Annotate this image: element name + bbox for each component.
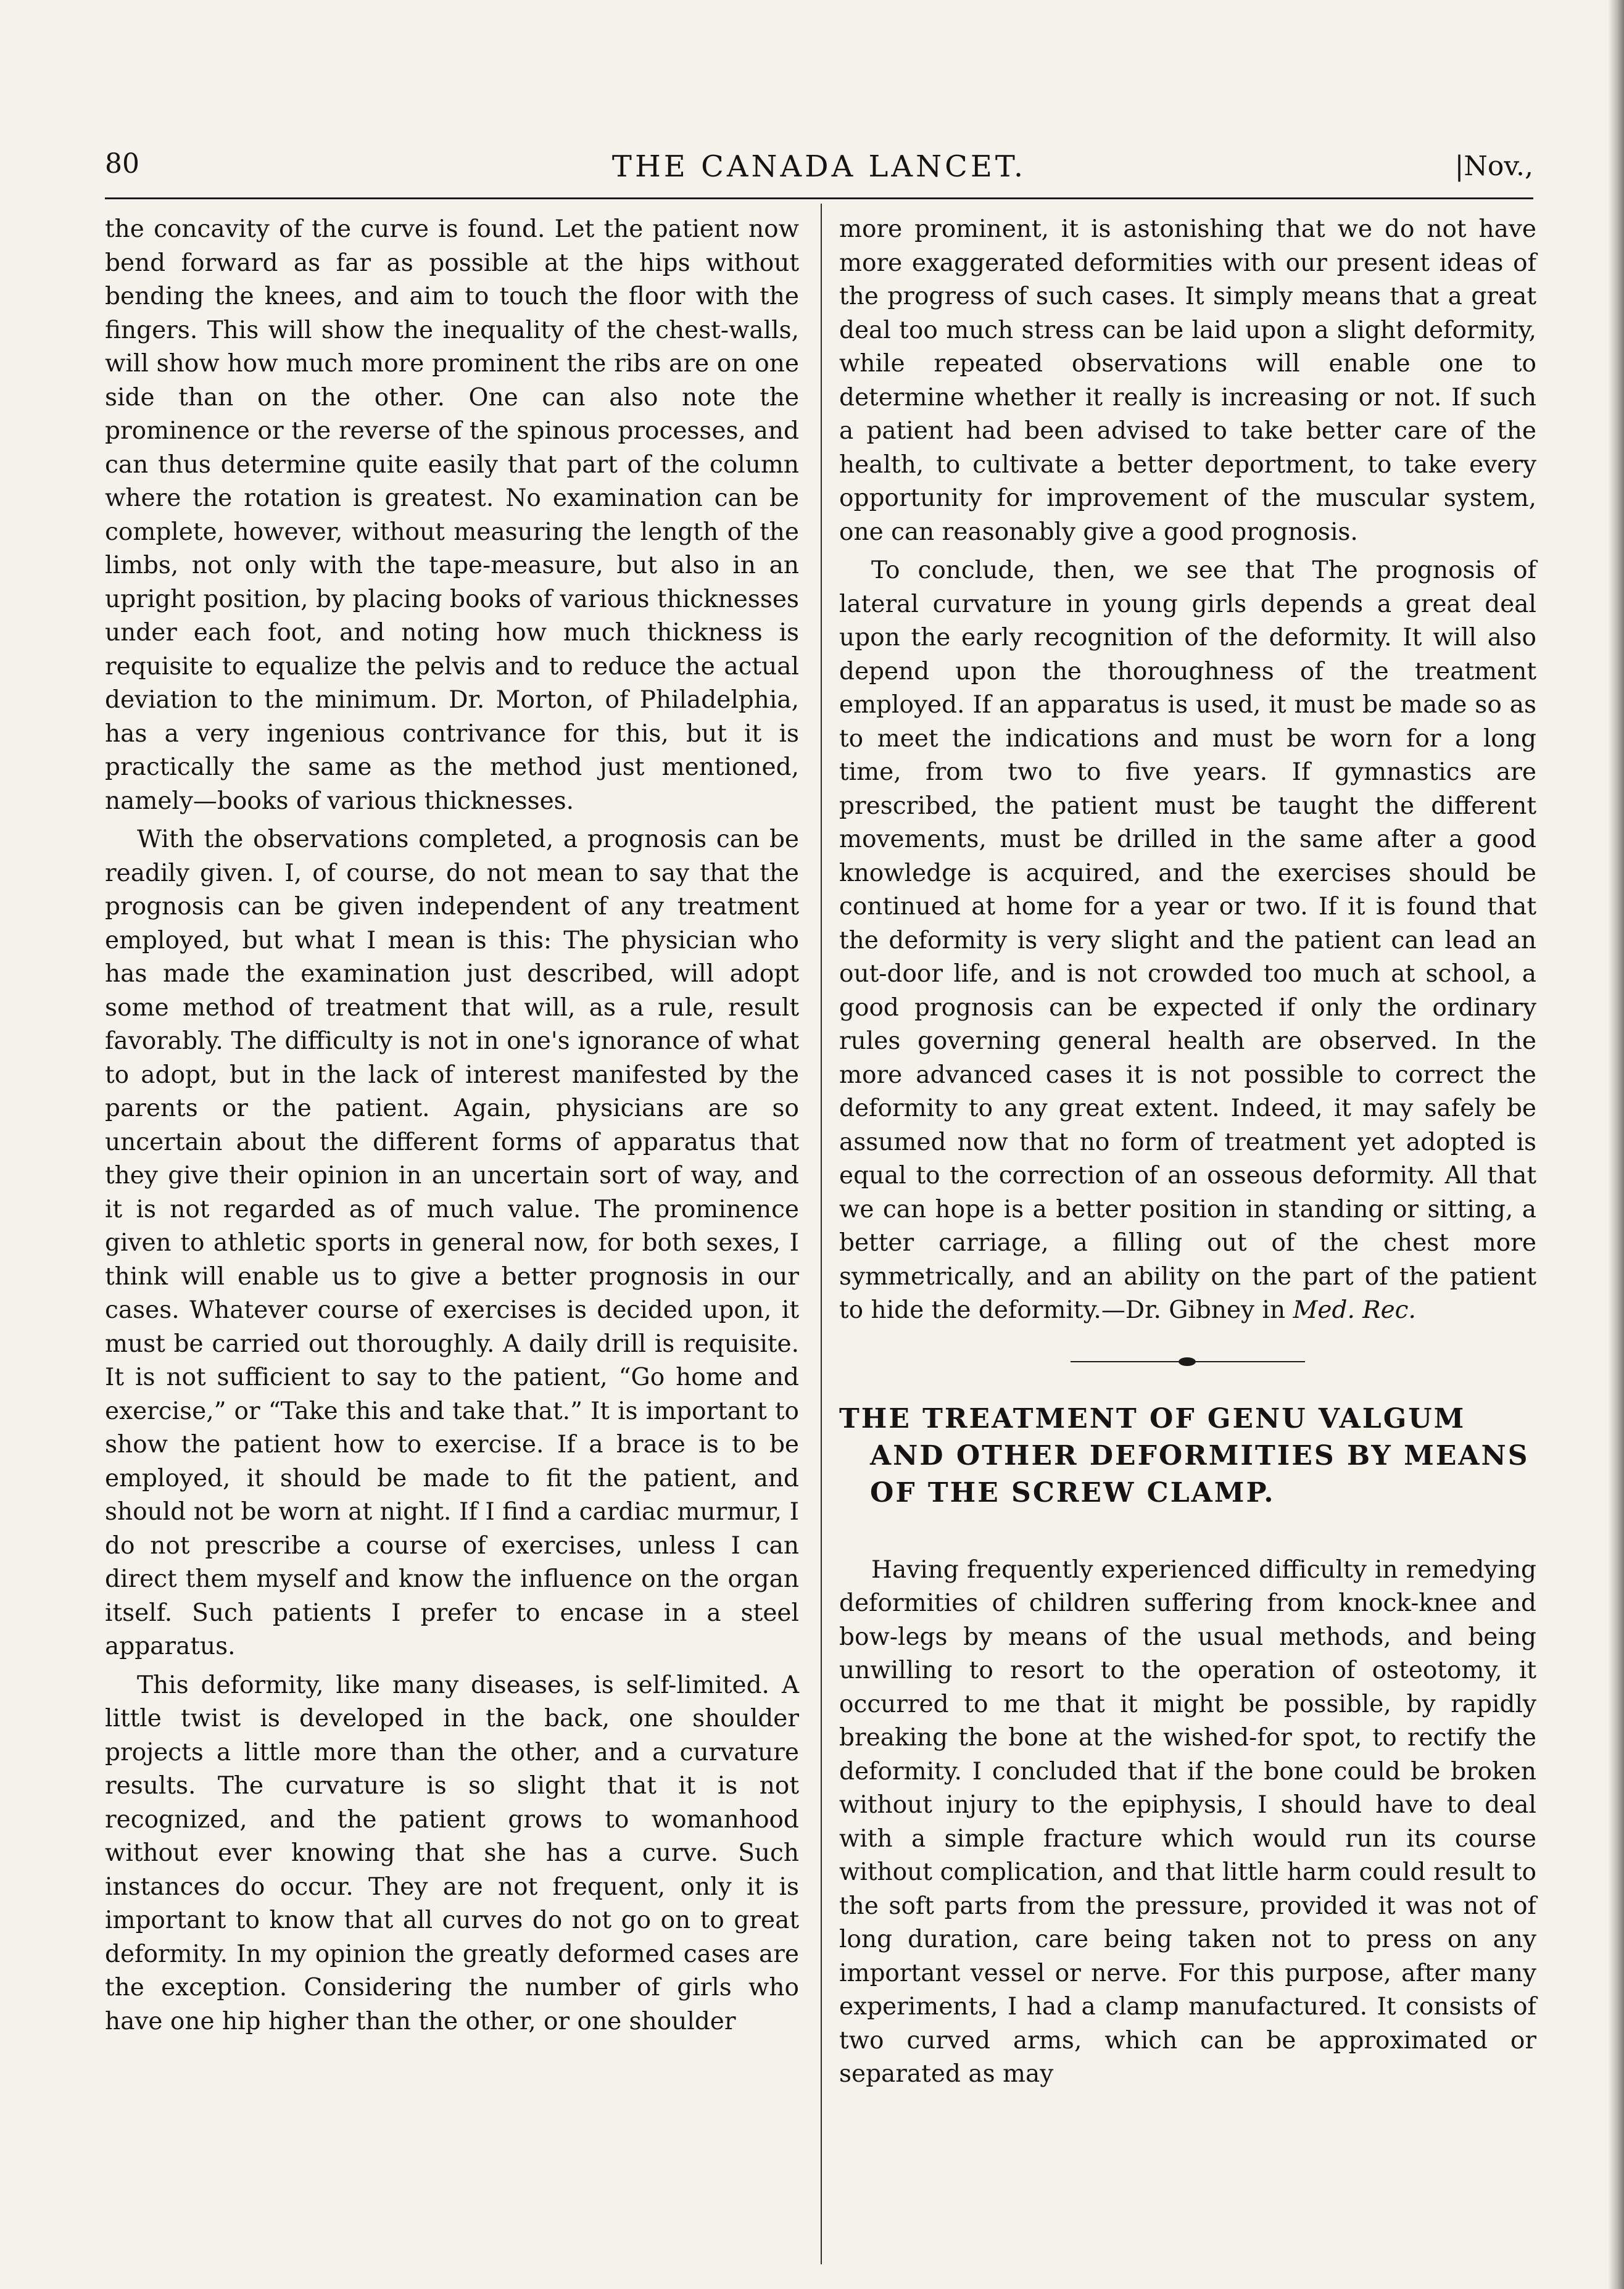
article-title-line: THE TREATMENT OF GENU VALGUM bbox=[839, 1402, 1466, 1434]
issue-month: |Nov., bbox=[1454, 151, 1533, 182]
citation: Med. Rec. bbox=[1293, 1296, 1416, 1324]
paragraph: more prominent, it is astonishing that we do not have more exaggerated deformities with our present ideas of the progress of such cases. It simply means that a great deal too much stress can be laid upon a slight deformity, while repeated observations will enable one to determine whether it really is increasing or not. If such a patient had been advised to take better care of the health, to cultivate a better deportment, to take every opportunity for improvement of the muscular system, one can reasonably give a good prognosis. bbox=[839, 215, 1536, 546]
paragraph bbox=[839, 554, 1536, 1328]
paragraph-text: To conclude, then, we see that The prognosis of lateral curvature in young girls depends a great deal upon the early recognition of the deformity. It will also depend upon the thoroughness of the treatment employed. If an apparatus is used, it must be made so as to meet the indications and must be worn for a long time, from two to five years. If gymnastics are prescribed, the patient must be taught the different movements, must be drilled in the same after a good knowledge is acquired, and the exercises should be continued at home for a year or two. If it is found that the deformity is very slight and the patient can lead an out-door life, and is not crowded too much at school, a good prognosis can be expected if only the ordinary rules governing general health are observed. In the more advanced cases it is not possible to correct the deformity to any great extent. Indeed, it may safely be assumed now that no form of treatment yet adopted is equal to the correction of an osseous deformity. All that we can hope is a better position in standing or sitting, a better carriage, a filling out of the chest more symmetrically, and an ability on the part of the patient to hide the deformity.—Dr. Gibney in bbox=[839, 557, 1536, 1324]
article-title-line: AND OTHER DEFORMITIES BY MEANS bbox=[870, 1439, 1530, 1472]
column-divider bbox=[821, 204, 822, 2264]
header-rule bbox=[105, 197, 1533, 199]
section-ornament bbox=[1071, 1357, 1305, 1366]
page-number: 80 bbox=[105, 148, 139, 180]
article-body bbox=[839, 1554, 1536, 2092]
paragraph: the concavity of the curve is found. Let the patient now bend forward as far as possible at the hips without bending the knees, and aim to touch the floor with the fingers. This will show the inequality of the chest-walls, will show how much more prominent the ribs are on one side than on the other. One can also note the prominence or the reverse of the spinous processes, and can thus determine quite easily that part of the column where the rotation is greatest. No examination can be complete, however, without measuring the length of the limbs, not only with the tape-measure, but also in an upright position, by placing books of various thicknesses under each foot, and noting how much thickness is requisite to equalize the pelvis and to reduce the actual deviation to the minimum. Dr. Morton, of Philadelphia, has a very ingenious contrivance for this, but it is practically the same as the method just mentioned, namely—books of various thicknesses. bbox=[105, 215, 799, 815]
right-column bbox=[839, 213, 1536, 2092]
paragraph: This deformity, like many diseases, is self-limited. A little twist is developed in the back, one shoulder projects a little more than the other, and a curvature results. The curvature is so slight that it is not recognized, and the patient grows to womanhood without ever knowing that she has a curve. Such instances do occur. They are not frequent, only it is important to know that all curves do not go on to great deformity. In my opinion the greatly deformed cases are the exception. Considering the number of girls who have one hip higher than the other, or one shoulder bbox=[105, 1671, 799, 2035]
running-header bbox=[105, 148, 1533, 191]
article-title bbox=[839, 1401, 1536, 1512]
paragraph: With the observations completed, a prognosis can be readily given. I, of course, do not mean to say that the prognosis can be given independent of any treatment employed, but what I mean is this: The physician who has made the examination just described, will adopt some method of treatment that will, as a rule, result favorably. The difficulty is not in one's ignorance of what to adopt, but in the lack of interest manifested by the parents or the patient. Again, physicians are so uncertain about the different forms of apparatus that they give their opinion in an uncertain sort of way, and it is not regarded as of much value. The prominence given to athletic sports in general now, for both sexes, I think will enable us to give a better prognosis in our cases. Whatever course of exercises is decided upon, it must be carried out thoroughly. A daily drill is requisite. It is not sufficient to say to the patient, “Go home and exercise,” or “Take this and take that.” It is important to show the patient how to exercise. If a brace is to be employed, it should be made to fit the patient, and should not be worn at night. If I find a cardiac murmur, I do not prescribe a course of exercises, unless I can direct them myself and know the influence on the organ itself. Such patients I prefer to encase in a steel apparatus. bbox=[105, 826, 799, 1660]
scan-edge-shadow bbox=[1608, 0, 1624, 2289]
ornament-dot bbox=[1179, 1357, 1196, 1366]
journal-title: THE CANADA LANCET. bbox=[611, 149, 1027, 184]
paragraph: Having frequently experienced difficulty in remedying deformities of children suffering from knock-knee and bow-legs by means of the usual methods, and being unwilling to resort to the operation of osteotomy, it occurred to me that it might be possible, by rapidly breaking the bone at the wished-for spot, to rectify the deformity. I concluded that if the bone could be broken without injury to the epiphysis, I should have to deal with a simple fracture which would run its course without complication, and that little harm could result to the soft parts from the pressure, provided it was not of long duration, care being taken not to press on any important vessel or nerve. For this purpose, after many experiments, I had a clamp manufactured. It consists of two curved arms, which can be approximated or separated as may bbox=[839, 1555, 1536, 2088]
left-column bbox=[105, 213, 799, 2039]
article-title-line: OF THE SCREW CLAMP. bbox=[870, 1476, 1275, 1509]
